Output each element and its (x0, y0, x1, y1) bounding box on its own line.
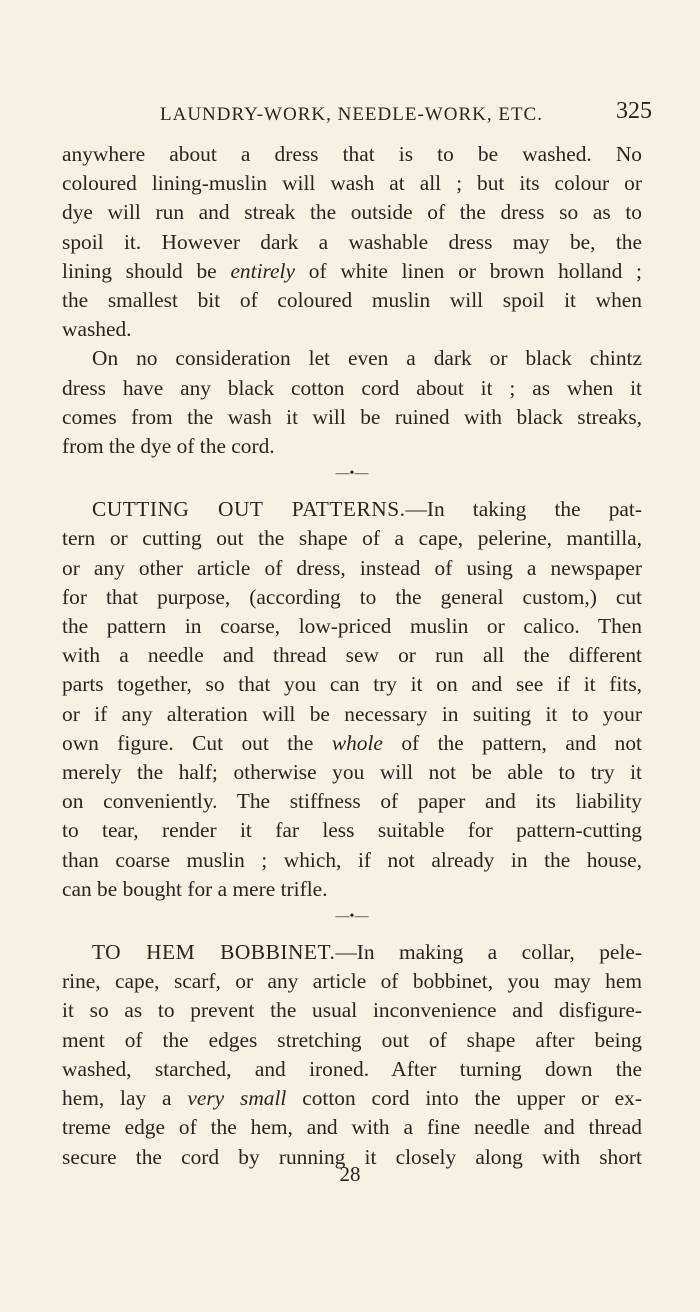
text-fragment: lining should be (62, 258, 231, 283)
text-line: secure the cord by running it closely along with short (62, 1144, 642, 1169)
text-line: the smallest bit of coloured muslin will spoil it when (62, 288, 642, 313)
text-line: or if any alteration will be necessary in suiting it to your (62, 701, 642, 726)
text-line: comes from the wash it will be ruined with black streaks, (62, 404, 642, 429)
signature-mark: 28 (339, 1162, 361, 1186)
text-line: treme edge of the hem, and with a fine needle and thread (62, 1115, 642, 1140)
section-divider: —•— (335, 909, 369, 925)
text-line: with a needle and thread sew or run all the different (62, 643, 642, 668)
paragraph-chintz (62, 344, 642, 461)
emphasis: entirely (230, 258, 295, 283)
paragraph-hem-bobbinet (62, 938, 642, 1172)
text-fragment: of the pattern, and not (382, 730, 642, 755)
section-heading: TO HEM BOBBINET. (92, 940, 336, 965)
emphasis: very small (187, 1086, 287, 1111)
text-line: the pattern in coarse, low-priced muslin or calico. Then (62, 614, 642, 639)
text-line: dye will run and streak the outside of the dress so as to (62, 200, 642, 225)
text-line: can be bought for a mere trifle. (62, 876, 328, 901)
text-line: than coarse muslin ; which, if not already in the house, (62, 847, 642, 872)
text-line: from the dye of the cord. (62, 434, 275, 459)
text-fragment: hem, lay a (62, 1086, 188, 1111)
text-line: washed. (62, 317, 132, 342)
text-line: coloured lining-muslin will wash at all ; but its colour or (62, 171, 642, 196)
text-line: to tear, render it far less suitable for pattern-cutting (62, 818, 642, 843)
text-fragment: of white linen or brown holland ; (294, 258, 642, 283)
text-line (62, 257, 642, 286)
text-line (62, 729, 642, 758)
text-line: ment of the edges stretching out of shape after being (62, 1027, 642, 1052)
text-line (62, 1084, 642, 1113)
text-line: merely the half; otherwise you will not be able to try it (62, 760, 642, 785)
paragraph-dress-lining (62, 140, 642, 344)
text-line (62, 495, 642, 524)
section-heading: CUTTING OUT PATTERNS. (92, 497, 406, 522)
text-fragment: own figure. Cut out the (62, 730, 332, 755)
section-divider: —•— (335, 466, 369, 482)
emphasis: whole (331, 730, 383, 755)
text-line: on conveniently. The stiffness of paper and its liability (62, 789, 642, 814)
text-line: rine, cape, scarf, or any article of bobbinet, you may hem (62, 969, 642, 994)
text-fragment: cotton cord into the upper or ex- (286, 1086, 642, 1111)
text-line: tern or cutting out the shape of a cape, pelerine, mantilla, (62, 526, 642, 551)
text-fragment: —In taking the pat- (405, 497, 642, 522)
text-line: On no consideration let even a dark or black chintz (92, 346, 642, 371)
text-line: or any other article of dress, instead of using a newspaper (62, 555, 642, 580)
text-line: parts together, so that you can try it on and see if it fits, (62, 672, 642, 697)
page-number: 325 (616, 98, 652, 124)
text-line: anywhere about a dress that is to be washed. No (62, 142, 642, 166)
page-header (62, 98, 652, 138)
text-line: it so as to prevent the usual inconvenience and disfigure- (62, 998, 642, 1023)
text-line (62, 938, 642, 967)
text-line: spoil it. However dark a washable dress may be, the (62, 229, 642, 254)
body-text (62, 140, 642, 1172)
text-line: dress have any black cotton cord about it ; as when it (62, 375, 642, 400)
paragraph-cutting-patterns (62, 495, 642, 904)
running-head: LAUNDRY-WORK, NEEDLE-WORK, ETC. (160, 104, 543, 125)
text-line: washed, starched, and ironed. After turning down the (62, 1056, 642, 1081)
text-fragment: —In making a collar, pele- (335, 940, 642, 965)
text-line: for that purpose, (according to the general custom,) cut (62, 584, 642, 609)
